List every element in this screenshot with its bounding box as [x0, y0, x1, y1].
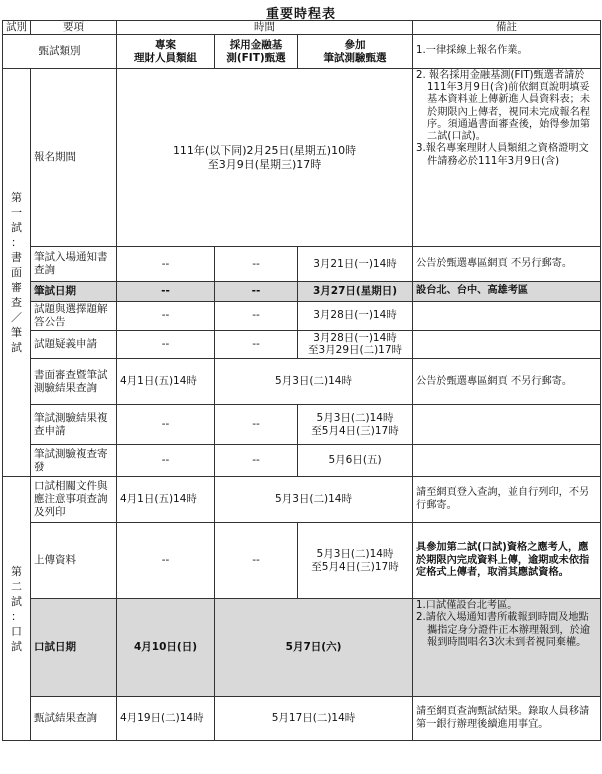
row-g1: --: [117, 282, 215, 302]
row-g2: --: [215, 302, 298, 331]
row-g2: --: [215, 247, 298, 282]
row-g23: 5月3日(二)14時: [215, 477, 413, 523]
remark-cell: [413, 405, 601, 445]
row-item: 口試相關文件與應注意事項查詢及列印: [31, 477, 117, 523]
table-row: [3, 247, 601, 282]
row-g23: 5月7日(六): [215, 599, 413, 697]
row-g3: 5月6日(五): [298, 445, 413, 477]
category-row: [3, 35, 601, 69]
row-item: 試題疑義申請: [31, 330, 117, 359]
row-g2: --: [215, 445, 298, 477]
row-g2: --: [215, 330, 298, 359]
header-item: 要項: [31, 21, 117, 35]
row-g1: --: [117, 445, 215, 477]
remark-cell: 1.口試僅設台北考區。 2.請依入場通知書所載報到時間及地點攜指定身分證件正本辦理報到，於逾報到時間唱名3次未到者視同棄權。: [413, 599, 601, 697]
header-group1: 專案 理財人員類組: [117, 35, 215, 69]
row-g1: 4月1日(五)14時: [117, 359, 215, 405]
remark-cell: 具參加第二試(口試)資格之應考人，應於期限內完成資料上傳，逾期或未依指定格式上傳者，取消其應試資格。: [413, 523, 601, 599]
schedule-table: [2, 20, 601, 741]
header-category: 甄試類別: [3, 35, 117, 69]
remark-cell: 請至網頁查詢甄試結果。錄取人員移請第一銀行辦理後續進用事宜。: [413, 697, 601, 741]
row-g1: --: [117, 302, 215, 331]
table-row: [3, 69, 601, 247]
row-item: 書面審查暨筆試測驗結果查詢: [31, 359, 117, 405]
row-g1: --: [117, 330, 215, 359]
row-item: 報名期間: [31, 69, 117, 247]
remark-cell: 請至網頁登入查詢，並自行列印，不另行郵寄。: [413, 477, 601, 523]
row-item: 試題與選擇題解答公告: [31, 302, 117, 331]
remark-cell: [413, 302, 601, 331]
row-g2: --: [215, 523, 298, 599]
table-row: [3, 523, 601, 599]
row-g3: 5月3日(二)14時 至5月4日(三)17時: [298, 405, 413, 445]
table-row: [3, 302, 601, 331]
table-row: [3, 477, 601, 523]
remark-cell: [413, 330, 601, 359]
row-g1: 4月19日(二)14時: [117, 697, 215, 741]
row-g1: 4月1日(五)14時: [117, 477, 215, 523]
table-row: [3, 405, 601, 445]
row-g2: --: [215, 405, 298, 445]
table-row: [3, 359, 601, 405]
page-title: 重要時程表: [265, 7, 336, 22]
header-row: [3, 21, 601, 35]
row-item: 筆試入場通知書查詢: [31, 247, 117, 282]
row-item: 口試日期: [31, 599, 117, 697]
remark-cell: 2. 報名採用金融基測(FIT)甄選者請於111年3月9日(含)前依網頁說明填妥基本資料並上傳新進人員資料表；未於期限內上傳者，視同未完成報名程序。須通過書面審查後，始得參加第二試(口試)。 3.報名專案理財人員類組之資格證明文件請務必於111年3月9日(含): [413, 69, 601, 247]
row-item: 上傳資料: [31, 523, 117, 599]
row-item: 筆試測驗複查寄發: [31, 445, 117, 477]
remark-cell: 公告於甄選專區網頁 不另行郵寄。: [413, 247, 601, 282]
table-row: [3, 282, 601, 302]
row-g3: 3月28日(一)14時: [298, 302, 413, 331]
row-time-all: 111年(以下同)2月25日(星期五)10時 至3月9日(星期三)17時: [117, 69, 413, 247]
stage2-label: 第二試：口試: [3, 477, 31, 741]
table-row: [3, 445, 601, 477]
header-time: 時間: [117, 21, 413, 35]
table-row: [3, 330, 601, 359]
row-item: 筆試日期: [31, 282, 117, 302]
row-g3: 3月21日(一)14時: [298, 247, 413, 282]
row-item: 甄試結果查詢: [31, 697, 117, 741]
row-g1: --: [117, 523, 215, 599]
remark-cell: 設台北、台中、高雄考區: [413, 282, 601, 302]
row-g1: 4月10日(日): [117, 599, 215, 697]
remark-cell: [413, 445, 601, 477]
stage1-label: 第一試：書面審查／筆試: [3, 69, 31, 477]
row-item: 筆試測驗結果複查申請: [31, 405, 117, 445]
row-g23: 5月17日(二)14時: [215, 697, 413, 741]
row-g2: --: [215, 282, 298, 302]
row-g23: 5月3日(二)14時: [215, 359, 413, 405]
header-group3: 參加 筆試測驗甄選: [298, 35, 413, 69]
remark-cell: 公告於甄選專區網頁 不另行郵寄。: [413, 359, 601, 405]
row-g3: 3月27日(星期日): [298, 282, 413, 302]
table-row: [3, 599, 601, 697]
remark-cell: 1.一律採線上報名作業。: [413, 35, 601, 69]
row-g1: --: [117, 247, 215, 282]
header-group2: 採用金融基 測(FIT)甄選: [215, 35, 298, 69]
row-g3: 5月3日(二)14時 至5月4日(三)17時: [298, 523, 413, 599]
row-g3: 3月28日(一)14時 至3月29日(二)17時: [298, 330, 413, 359]
row-g1: --: [117, 405, 215, 445]
table-row: [3, 697, 601, 741]
header-remarks: 備註: [413, 21, 601, 35]
header-stage: 試別: [3, 21, 31, 35]
